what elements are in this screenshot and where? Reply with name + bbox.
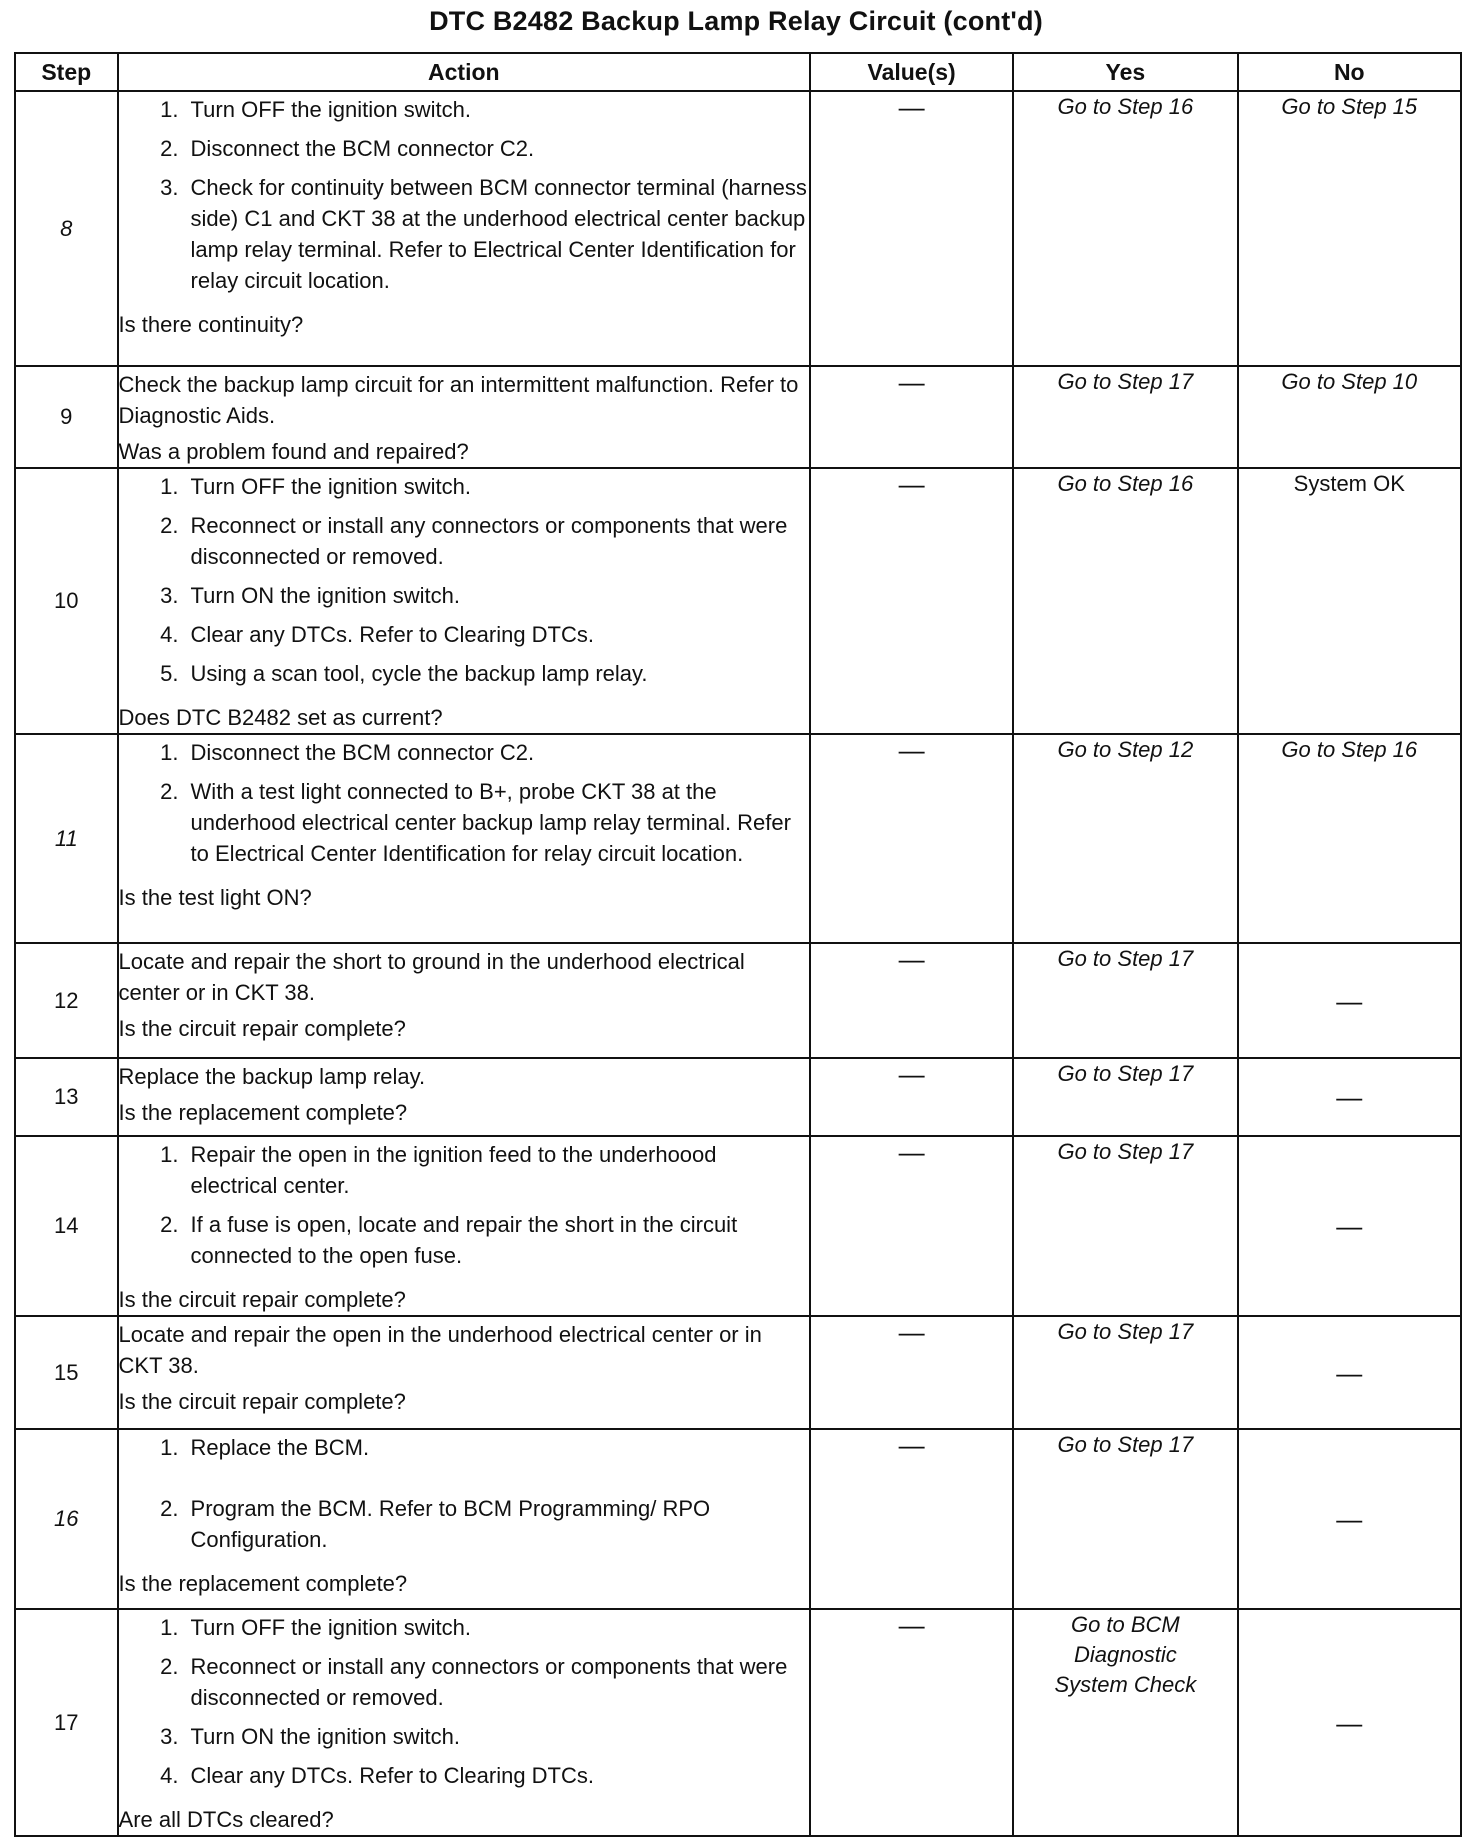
action-step: 2. With a test light connected to B+, probe CKT 38 at the underhood electrical center backup lamp relay terminal. Refer to Electrical Center Identification for relay circuit location.	[185, 776, 810, 869]
header-row	[15, 53, 1461, 91]
action-step: 2. Disconnect the BCM connector C2.	[185, 133, 810, 164]
value-cell: —	[810, 468, 1013, 734]
step-number: 15	[15, 1316, 118, 1429]
action-question: Is the circuit repair complete?	[118, 1016, 406, 1041]
value-cell: —	[810, 734, 1013, 943]
yes-cell	[1013, 1609, 1237, 1836]
table-row	[15, 943, 1461, 1058]
value-cell: —	[810, 1609, 1013, 1836]
table-row	[15, 468, 1461, 734]
yes-result: Go to Step 17	[1057, 1319, 1194, 1344]
header-values: Value(s)	[810, 53, 1013, 91]
header-yes: Yes	[1013, 53, 1237, 91]
header-step: Step	[15, 53, 118, 91]
no-cell: —	[1238, 1136, 1461, 1316]
step-number: 8	[15, 91, 118, 366]
action-question: Is the replacement complete?	[118, 1571, 408, 1596]
action-cell	[118, 1136, 811, 1316]
action-cell	[118, 468, 811, 734]
table-row	[15, 1316, 1461, 1429]
page-title: DTC B2482 Backup Lamp Relay Circuit (cont'd)	[429, 6, 1043, 36]
header-no: No	[1238, 53, 1461, 91]
step-number: 17	[15, 1609, 118, 1836]
action-question: Was a problem found and repaired?	[118, 439, 469, 464]
value-cell: —	[810, 1429, 1013, 1609]
yes-result: Go to Step 16	[1057, 471, 1194, 496]
no-result: Go to Step 10	[1281, 369, 1418, 394]
action-step: 3. Check for continuity between BCM connector terminal (harness side) C1 and CKT 38 at the underhood electrical center backup lamp relay terminal. Refer to Electrical Center Identification for relay circuit location.	[185, 172, 810, 296]
action-text: Check the backup lamp circuit for an intermittent malfunction. Refer to Diagnostic Aids.	[118, 372, 799, 428]
no-result: Go to Step 16	[1281, 737, 1418, 762]
step-number: 14	[15, 1136, 118, 1316]
no-cell	[1238, 91, 1461, 366]
no-cell: —	[1238, 1058, 1461, 1136]
action-step: 5. Using a scan tool, cycle the backup lamp relay.	[185, 658, 810, 689]
action-step: 1. Replace the BCM.	[185, 1432, 810, 1463]
action-cell	[118, 1609, 811, 1836]
header-action: Action	[118, 53, 811, 91]
action-cell	[118, 943, 811, 1058]
yes-result: Go to Step 16	[1057, 94, 1194, 119]
no-result: Go to Step 15	[1281, 94, 1418, 119]
value-cell: —	[810, 1136, 1013, 1316]
yes-cell	[1013, 1316, 1237, 1429]
step-number: 10	[15, 468, 118, 734]
diagnostic-table	[14, 52, 1462, 1837]
no-cell	[1238, 366, 1461, 468]
action-text: Replace the backup lamp relay.	[118, 1064, 426, 1089]
action-question: Are all DTCs cleared?	[118, 1807, 334, 1832]
no-cell: —	[1238, 1429, 1461, 1609]
action-cell	[118, 1429, 811, 1609]
action-question: Is the circuit repair complete?	[118, 1287, 406, 1312]
yes-result: Go to Step 17	[1057, 1432, 1194, 1457]
action-step: 1. Disconnect the BCM connector C2.	[185, 737, 810, 768]
step-number: 11	[15, 734, 118, 943]
action-step: 4. Clear any DTCs. Refer to Clearing DTCs.	[185, 1760, 810, 1791]
action-text: Locate and repair the short to ground in the underhood electrical center or in CKT 38.	[118, 949, 745, 1005]
action-question: Is there continuity?	[118, 312, 304, 337]
action-steps	[119, 94, 810, 304]
yes-cell	[1013, 734, 1237, 943]
action-steps	[119, 471, 810, 697]
action-cell	[118, 366, 811, 468]
yes-cell	[1013, 91, 1237, 366]
table-row	[15, 366, 1461, 468]
table-row	[15, 1609, 1461, 1836]
yes-cell	[1013, 943, 1237, 1058]
no-cell: —	[1238, 943, 1461, 1058]
table-row	[15, 1429, 1461, 1609]
yes-cell	[1013, 1136, 1237, 1316]
table-row	[15, 1136, 1461, 1316]
action-step: 2. Reconnect or install any connectors or components that were disconnected or removed.	[185, 1651, 810, 1713]
step-number: 12	[15, 943, 118, 1058]
no-cell: —	[1238, 1609, 1461, 1836]
yes-cell	[1013, 1429, 1237, 1609]
action-question: Does DTC B2482 set as current?	[118, 705, 443, 730]
no-result: System OK	[1293, 471, 1405, 496]
action-steps	[119, 1612, 810, 1799]
action-question: Is the replacement complete?	[118, 1100, 408, 1125]
table-row	[15, 734, 1461, 943]
yes-cell	[1013, 1058, 1237, 1136]
value-cell: —	[810, 366, 1013, 468]
step-number: 9	[15, 366, 118, 468]
no-cell	[1238, 468, 1461, 734]
action-step: 1. Turn OFF the ignition switch.	[185, 94, 810, 125]
action-cell	[118, 91, 811, 366]
step-number: 13	[15, 1058, 118, 1136]
action-step: 3. Turn ON the ignition switch.	[185, 580, 810, 611]
action-cell	[118, 1316, 811, 1429]
action-steps	[119, 737, 810, 877]
action-cell	[118, 1058, 811, 1136]
step-number: 16	[15, 1429, 118, 1609]
action-question: Is the circuit repair complete?	[118, 1389, 406, 1414]
action-steps	[119, 1139, 810, 1279]
action-cell	[118, 734, 811, 943]
action-step: 4. Clear any DTCs. Refer to Clearing DTCs.	[185, 619, 810, 650]
action-step: 2. Reconnect or install any connectors or components that were disconnected or removed.	[185, 510, 810, 572]
yes-result: Go to BCM Diagnostic System Check	[1054, 1612, 1197, 1697]
yes-result: Go to Step 12	[1057, 737, 1194, 762]
yes-result: Go to Step 17	[1057, 1061, 1194, 1086]
action-question: Is the test light ON?	[118, 885, 312, 910]
yes-result: Go to Step 17	[1057, 1139, 1194, 1164]
action-step: 1. Turn OFF the ignition switch.	[185, 471, 810, 502]
no-cell	[1238, 734, 1461, 943]
yes-result: Go to Step 17	[1057, 946, 1194, 971]
value-cell: —	[810, 943, 1013, 1058]
action-text: Locate and repair the open in the underhood electrical center or in CKT 38.	[118, 1322, 762, 1378]
yes-cell	[1013, 468, 1237, 734]
table-row	[15, 1058, 1461, 1136]
table-row	[15, 91, 1461, 366]
action-step: 1. Turn OFF the ignition switch.	[185, 1612, 810, 1643]
action-step: 1. Repair the open in the ignition feed to the underhoood electrical center.	[185, 1139, 810, 1201]
value-cell: —	[810, 91, 1013, 366]
value-cell: —	[810, 1058, 1013, 1136]
action-steps	[119, 1432, 810, 1563]
value-cell: —	[810, 1316, 1013, 1429]
yes-cell	[1013, 366, 1237, 468]
action-step: 3. Turn ON the ignition switch.	[185, 1721, 810, 1752]
action-step: 2. Program the BCM. Refer to BCM Programming/ RPO Configuration.	[185, 1493, 810, 1555]
action-step: 2. If a fuse is open, locate and repair the short in the circuit connected to the open fuse.	[185, 1209, 810, 1271]
no-cell: —	[1238, 1316, 1461, 1429]
yes-result: Go to Step 17	[1057, 369, 1194, 394]
